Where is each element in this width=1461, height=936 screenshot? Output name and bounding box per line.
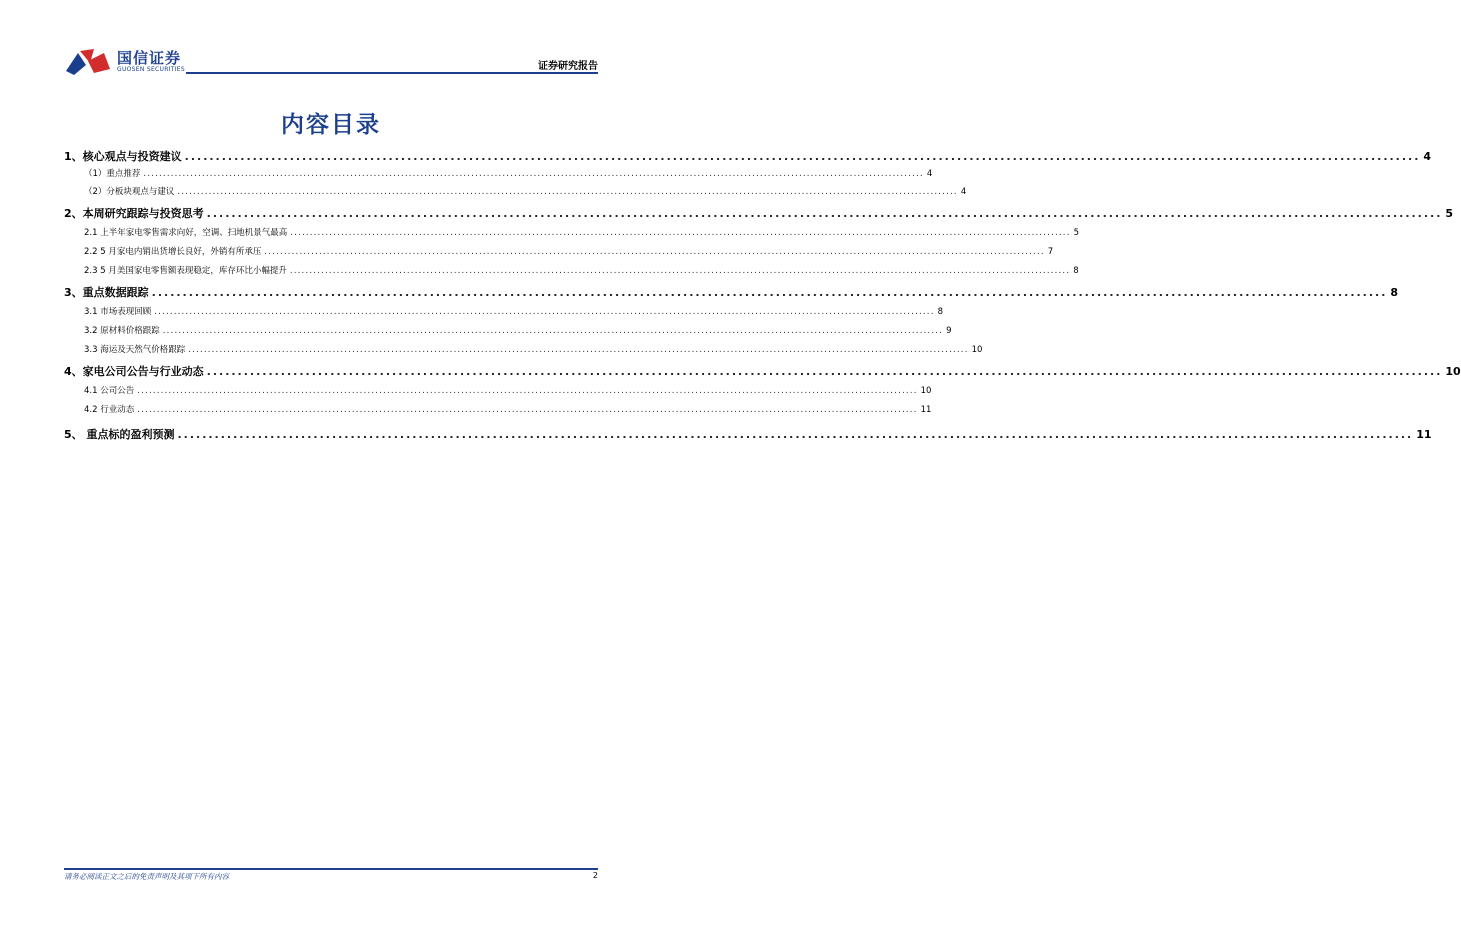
toc-entry-section[interactable] [64, 426, 1432, 442]
disclaimer-note: 请务必阅读正文之后的免责声明及其项下所有内容 [64, 872, 229, 881]
toc-leader-dots: ........................................................................................................................................................................................................ [188, 345, 969, 355]
toc-entry-label: 3.2 原材料价格跟踪 [84, 326, 160, 336]
toc-leader-dots: ........................................................................................................................................................................................................ [154, 307, 935, 317]
toc-leader-dots: ........................................................................................................................................................................................................ [137, 405, 918, 415]
toc-leader-dots: ........................................................................................................................................................................................................ [162, 326, 944, 336]
toc-entry-page: 7 [1047, 247, 1054, 257]
toc-entry-subsection[interactable] [64, 167, 933, 179]
toc-leader-dots: ........................................................................................................................................................................................................ [206, 207, 1443, 220]
toc-entry-label: 4.1 公司公告 [84, 386, 135, 396]
toc-entry-subsection[interactable] [64, 226, 1080, 238]
guosen-logo-icon [64, 47, 112, 77]
toc-entry-page: 10 [971, 345, 983, 355]
toc-entry-subsection[interactable] [64, 245, 1054, 257]
toc-entry-label: 3.3 海运及天然气价格跟踪 [84, 345, 186, 355]
toc-leader-dots: ........................................................................................................................................................................................................ [184, 150, 1421, 163]
toc-entry-page: 10 [1445, 365, 1461, 378]
toc-leader-dots: ........................................................................................................................................................................................................ [177, 187, 958, 197]
toc-entry-page: 10 [920, 386, 932, 396]
toc-entry-page: 9 [946, 326, 952, 336]
toc-entry-section[interactable] [64, 205, 1454, 221]
toc-entry-subsection[interactable] [64, 185, 967, 197]
brand-name-en: GUOSEN SECURITIES [117, 66, 186, 73]
toc-title: 内容目录 [281, 112, 381, 138]
toc-entry-subsection[interactable] [64, 384, 932, 396]
toc-entry-label: 2、本周研究跟踪与投资思考 [64, 207, 204, 220]
toc-entry-page: 5 [1073, 228, 1080, 238]
toc-entry-page: 8 [937, 307, 944, 317]
toc-leader-dots: ........................................................................................................................................................................................................ [206, 365, 1443, 378]
toc-leader-dots: ........................................................................................................................................................................................................ [177, 428, 1414, 441]
toc-leader-dots: ........................................................................................................................................................................................................ [143, 169, 924, 179]
toc-entry-page: 4 [960, 187, 967, 197]
toc-entry-label: （2）分板块观点与建议 [84, 187, 175, 197]
toc-leader-dots: ........................................................................................................................................................................................................ [137, 386, 918, 396]
toc-entry-page: 5 [1445, 207, 1454, 220]
toc-entry-subsection[interactable] [64, 343, 983, 355]
toc-leader-dots: ........................................................................................................................................................................................................ [151, 286, 1388, 299]
toc-entry-label: 2.1 上半年家电零售需求向好，空调、扫地机景气最高 [84, 228, 288, 238]
toc-entry-subsection[interactable] [64, 264, 1079, 276]
toc-leader-dots: ........................................................................................................................................................................................................ [290, 228, 1071, 238]
toc-entry-label: 2.2 5 月家电内销出货增长良好，外销有所承压 [84, 247, 262, 257]
toc-entry-page: 8 [1073, 266, 1079, 276]
brand-name-cn: 国信证券 [117, 49, 182, 67]
toc-entry-page: 4 [926, 169, 933, 179]
toc-entry-label: 5、 重点标的盈利预测 [64, 428, 175, 441]
toc-entry-label: 4、家电公司公告与行业动态 [64, 365, 204, 378]
toc-leader-dots: ........................................................................................................................................................................................................ [289, 266, 1071, 276]
toc-entry-label: （1）重点推荐 [84, 169, 141, 179]
toc-entry-section[interactable] [64, 148, 1432, 164]
toc-leader-dots: ........................................................................................................................................................................................................ [264, 247, 1045, 257]
toc-entry-label: 4.2 行业动态 [84, 405, 135, 415]
toc-entry-page: 11 [920, 405, 932, 415]
header-divider [186, 72, 598, 74]
footer-divider [64, 868, 598, 870]
toc-entry-label: 3、重点数据跟踪 [64, 286, 149, 299]
toc-entry-subsection[interactable] [64, 403, 932, 415]
toc-entry-label: 1、核心观点与投资建议 [64, 150, 182, 163]
page-number: 2 [592, 871, 598, 880]
toc-entry-subsection[interactable] [64, 305, 944, 317]
toc-entry-subsection[interactable] [64, 324, 952, 336]
toc-entry-page: 11 [1416, 428, 1432, 441]
toc-entry-label: 2.3 5 月美国家电零售额表现稳定，库存环比小幅提升 [84, 266, 287, 276]
document-type: 证券研究报告 [538, 61, 598, 72]
toc-entry-section[interactable] [64, 284, 1399, 300]
toc-entry-label: 3.1 市场表现回顾 [84, 307, 152, 317]
toc-entry-section[interactable] [64, 363, 1461, 379]
toc-entry-page: 8 [1390, 286, 1399, 299]
toc-entry-page: 4 [1423, 150, 1432, 163]
